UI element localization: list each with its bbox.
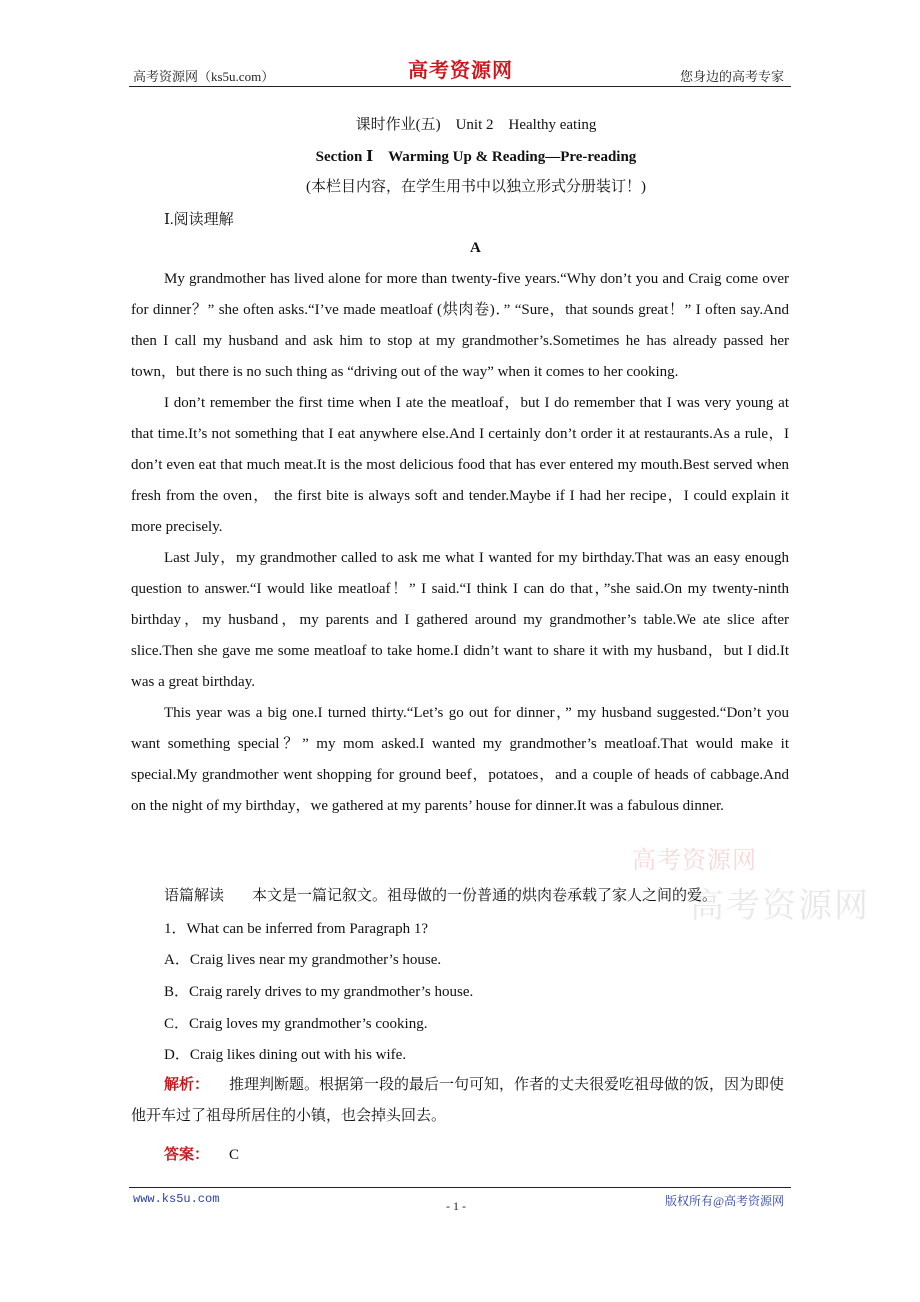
passage-paragraph-4: This year was a big one.I turned thirty.“Let’s go out for dinner，” my husband suggested.“Don’t you want something special？” my mom asked.I wanted my grandmother’s meatloaf.That would make it special.My grandmother went shopping for ground beef，potatoes，and a couple of heads of cabbage.And on the night of my birthday，we gathered at my parents’ house for dinner.It was a fabulous dinner. (131, 705, 789, 814)
option-b: B．Craig rarely drives to my grandmother’s house. (164, 984, 474, 1000)
analysis-text: 推理判断题。根据第一段的最后一句可知，作者的丈夫很爱吃祖母做的饭，因为即使他开车过了祖母所居住的小镇，也会掉头回去。 (131, 1077, 785, 1124)
answer (164, 1143, 239, 1164)
gist-text: 本文是一篇记叙文。祖母做的一份普通的烘肉卷承载了家人之间的爱。 (252, 888, 718, 904)
footer-copyright: 版权所有@高考资源网 (664, 1194, 784, 1208)
binding-note: (本栏目内容，在学生用书中以独立形式分册装订！) (306, 179, 646, 195)
page-number: - 1 - (446, 1199, 466, 1213)
header-slogan: 您身边的高考专家 (679, 69, 784, 84)
passage-label: A (470, 240, 481, 256)
option-d: D．Craig likes dining out with his wife. (164, 1047, 407, 1063)
analysis (131, 1070, 789, 1132)
watermark-large: 高考资源网 (690, 886, 870, 926)
section-title: Section Ⅰ Warming Up & Reading—Pre-reading (315, 149, 637, 165)
header-logo: 高考资源网 (408, 58, 513, 82)
document-title: 课时作业(五) Unit 2 Healthy eating (355, 117, 597, 133)
option-c: C．Craig loves my grandmother’s cooking. (164, 1016, 428, 1032)
answer-label: 答案： (164, 1147, 210, 1163)
option-a: A．Craig lives near my grandmother’s house. (164, 952, 442, 968)
header-site-name: 高考资源网（ks5u.com） (133, 69, 275, 84)
reading-heading: Ⅰ.阅读理解 (164, 212, 234, 228)
watermark-small: 高考资源网 (632, 846, 757, 874)
passage-paragraph-2: I don’t remember the first time when I ate the meatloaf，but I do remember that I was very young at that time.It’s not something that I eat anywhere else.And I certainly don’t order it at restaurants.As a rule，I don’t even eat that much meat.It is the most delicious food that has ever entered my mouth.Best served when fresh from the oven， the first bite is always soft and tender.Maybe if I had her recipe，I could explain it more precisely. (131, 395, 789, 535)
footer-link[interactable]: www.ks5u.com (133, 1192, 220, 1206)
header-divider (129, 86, 791, 87)
analysis-label: 解析： (164, 1077, 210, 1093)
passage-paragraph-3: Last July，my grandmother called to ask me what I wanted for my birthday.That was an easy enough question to answer.“I would like meatloaf！” I said.“I think I can do that，”she said.On my twenty-ninth birthday，my husband，my parents and I gathered around my grandmother’s table.We ate slice after slice.Then she gave me some meatloaf to take home.I didn’t want to share it with my husband，but I did.It was a great birthday. (131, 550, 789, 690)
passage-body (131, 264, 789, 822)
passage-paragraph-1: My grandmother has lived alone for more than twenty-five years.“Why don’t you and Craig come over for dinner？” she often asks.“I’ve made meatloaf (烘肉卷)．” “Sure，that sounds great！” I often say.And then I call my husband and ask him to stop at my grandmother’s.Sometimes he has already passed her town，but there is no such thing as “driving out of the way” when it comes to her cooking. (131, 271, 789, 380)
question-stem: 1．What can be inferred from Paragraph 1? (164, 921, 429, 937)
passage-gist (164, 884, 717, 905)
gist-label: 语篇解读 (164, 888, 225, 904)
answer-value: C (229, 1147, 240, 1163)
footer-divider (129, 1187, 791, 1188)
